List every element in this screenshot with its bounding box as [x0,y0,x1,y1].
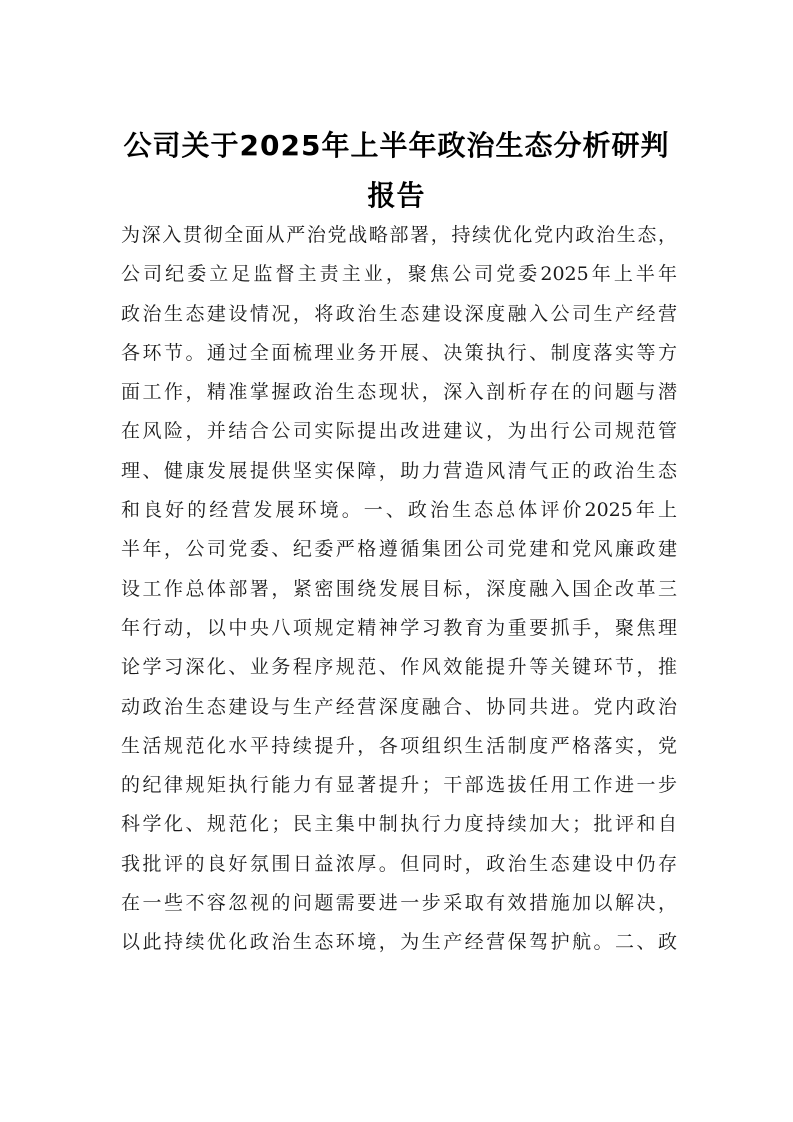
body-line: 面工作，精准掌握政治生态现状，深入剖析存在的问题与潜 [121,381,677,404]
body-line: 我批评的良好氛围日益浓厚。但同时，政治生态建设中仍存 [121,852,677,875]
body-line: 的纪律规矩执行能力有显著提升；干部选拔任用工作进一步 [121,774,677,797]
body-line: 以此持续优化政治生态环境，为生产经营保驾护航。二、政 [121,931,677,954]
body-line: 各环节。通过全面梳理业务开展、决策执行、制度落实等方 [121,341,677,364]
document-title-line-1: 公司关于2025年上半年政治生态分析研判 [123,129,670,162]
body-line: 动政治生态建设与生产经营深度融合、协同共进。党内政治 [121,695,677,718]
body-line: 科学化、规范化；民主集中制执行力度持续加大；批评和自 [121,813,677,836]
body-line: 在风险，并结合公司实际提出改进建议，为出行公司规范管 [121,420,677,443]
body-line: 年行动，以中央八项规定精神学习教育为重要抓手，聚焦理 [121,616,677,639]
document-body [121,216,677,963]
body-line: 论学习深化、业务程序规范、作风效能提升等关键环节，推 [121,656,677,679]
body-line: 公司纪委立足监督主责主业，聚焦公司党委2025年上半年 [121,263,677,286]
body-line: 在一些不容忽视的问题需要进一步采取有效措施加以解决， [121,892,677,915]
body-line: 半年，公司党委、纪委严格遵循集团公司党建和党风廉政建 [121,538,677,561]
body-line: 政治生态建设情况，将政治生态建设深度融入公司生产经营 [121,302,677,325]
body-line: 为深入贯彻全面从严治党战略部署，持续优化党内政治生态， [121,224,677,246]
body-line: 理、健康发展提供坚实保障，助力营造风清气正的政治生态 [121,459,677,482]
document-title-line-2: 报告 [367,179,426,212]
body-line: 生活规范化水平持续提升，各项组织生活制度严格落实，党 [121,734,677,757]
body-line: 和良好的经营发展环境。一、政治生态总体评价2025年上 [121,499,677,522]
body-line: 设工作总体部署，紧密围绕发展目标，深度融入国企改革三 [121,577,677,600]
